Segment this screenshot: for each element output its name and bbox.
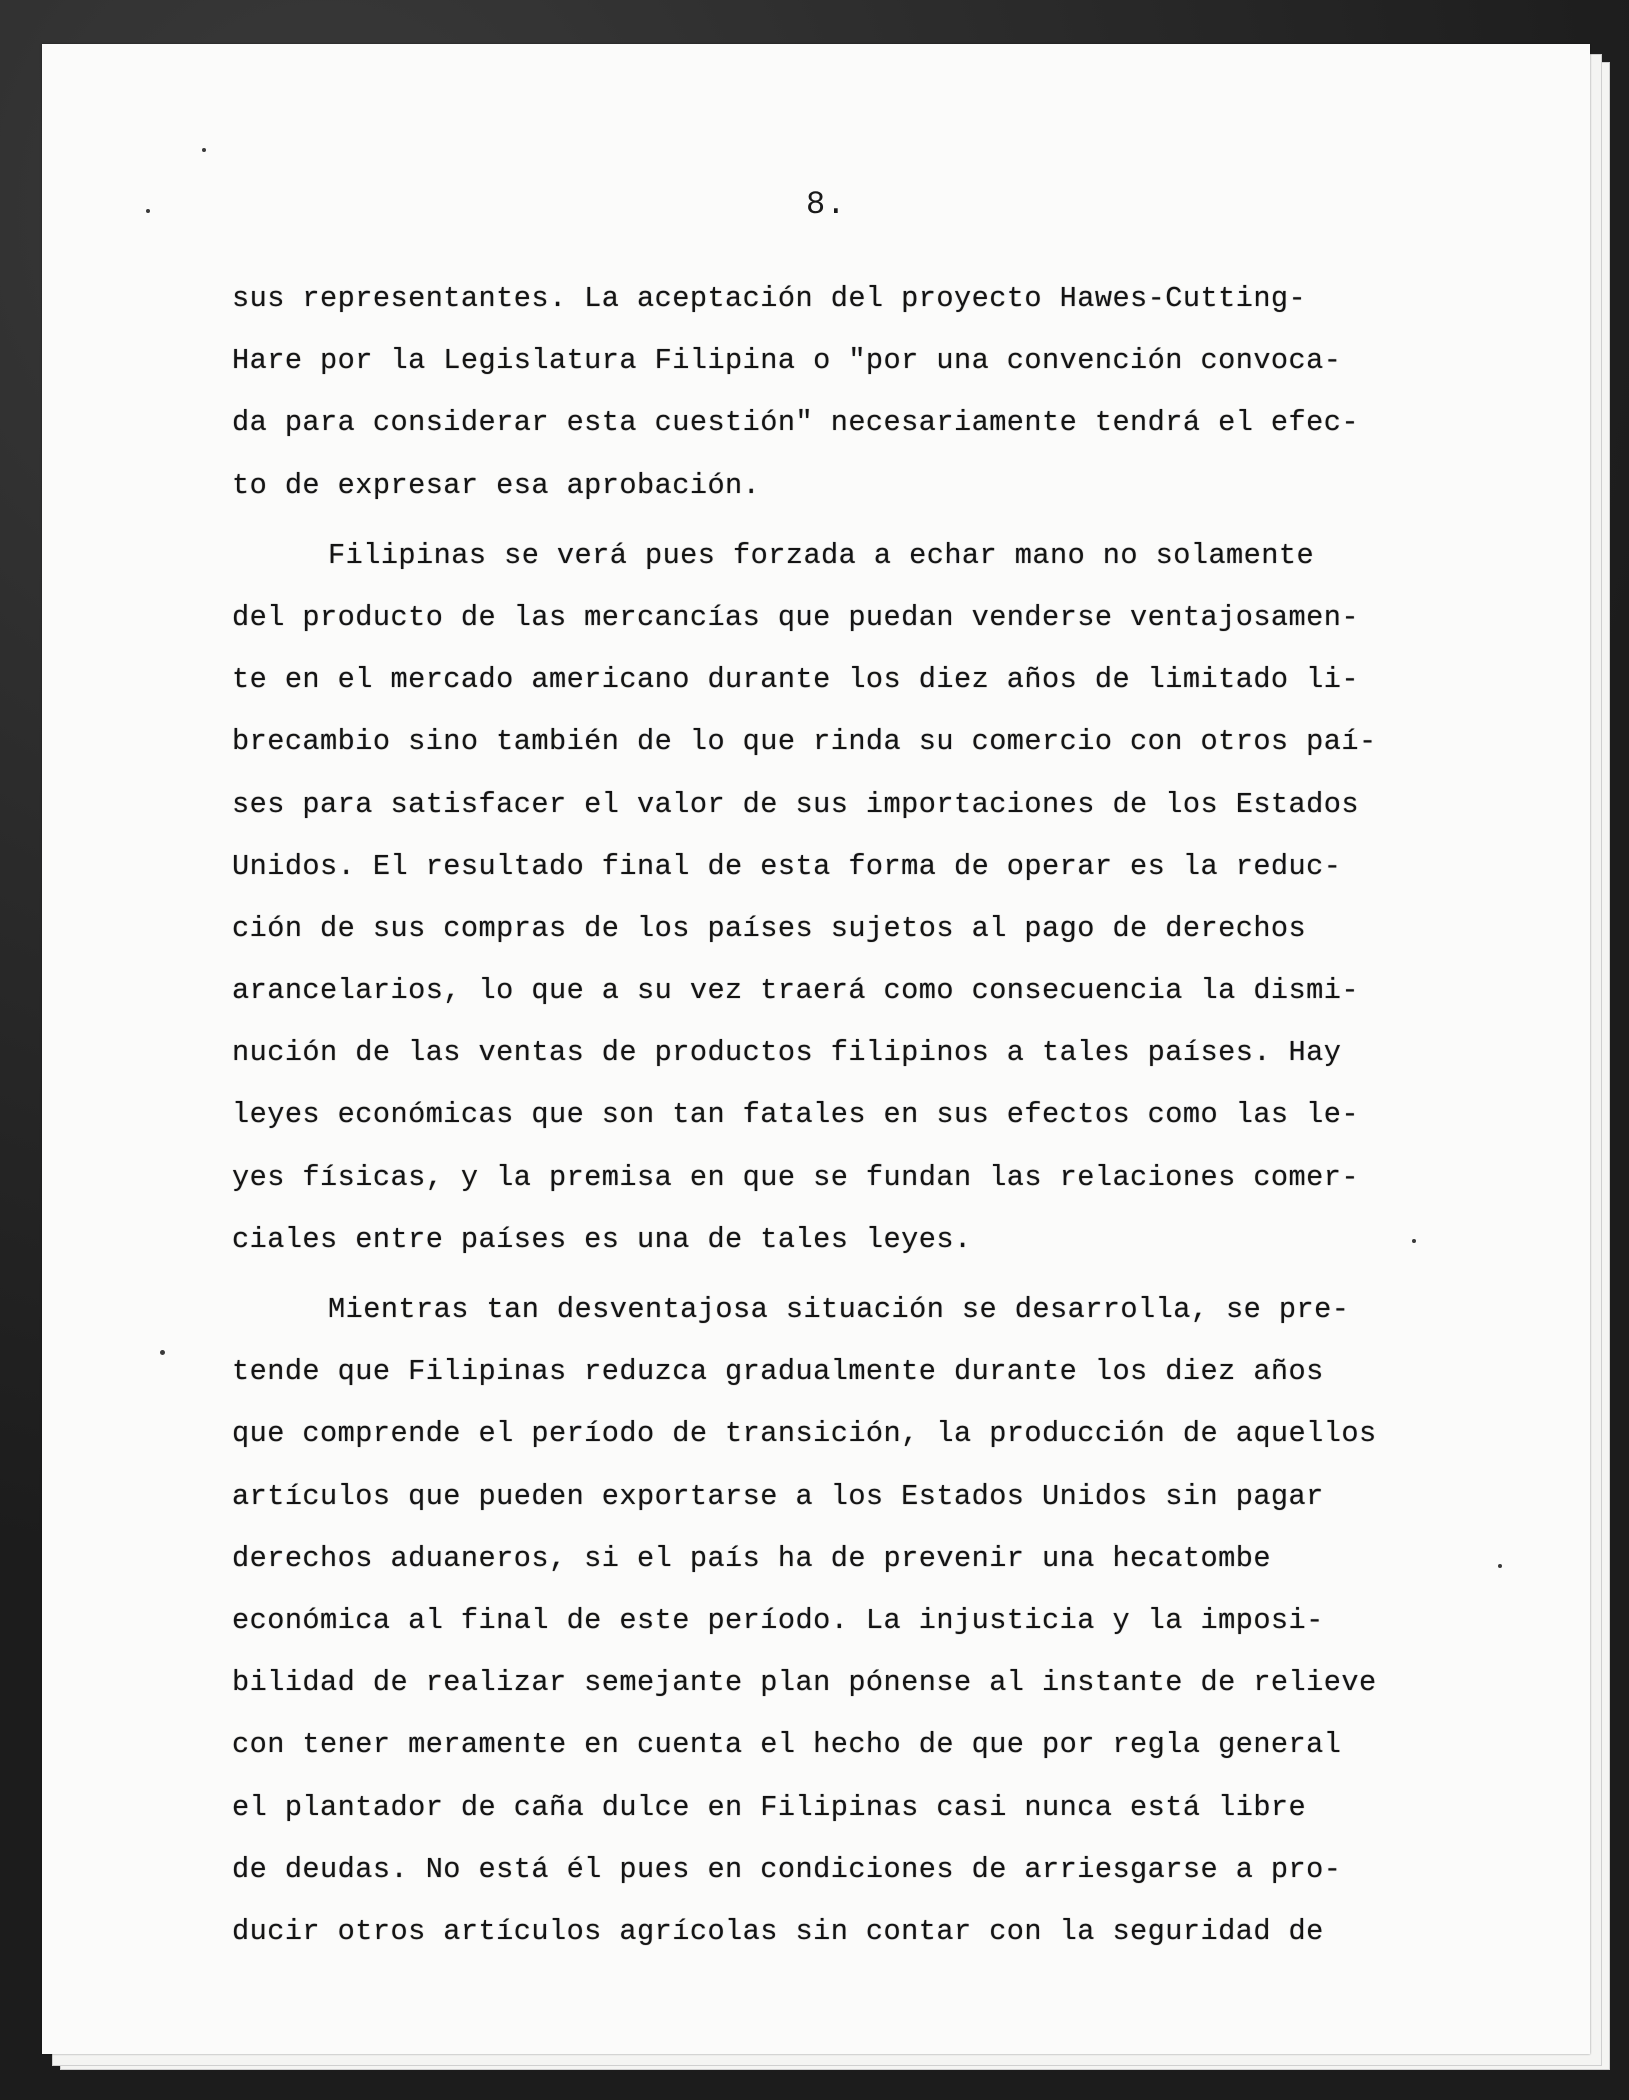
text-line: el plantador de caña dulce en Filipinas casi nunca está libre bbox=[232, 1790, 1307, 1824]
text-line: leyes económicas que son tan fatales en sus efectos como las le- bbox=[232, 1098, 1359, 1132]
text-line: bilidad de realizar semejante plan pónense al instante de relieve bbox=[232, 1666, 1377, 1700]
text-line: Mientras tan desventajosa situación se desarrolla, se pre- bbox=[328, 1293, 1350, 1326]
text-line: da para considerar esta cuestión" necesariamente tendrá el efec- bbox=[232, 406, 1359, 440]
text-line: que comprende el período de transición, la producción de aquellos bbox=[232, 1417, 1377, 1451]
dust-speck bbox=[146, 209, 150, 213]
text-line: nución de las ventas de productos filipinos a tales países. Hay bbox=[232, 1036, 1342, 1070]
text-line: Unidos. El resultado final de esta forma de operar es la reduc- bbox=[232, 849, 1342, 883]
text-line: arancelarios, lo que a su vez traerá como consecuencia la dismi- bbox=[232, 974, 1359, 1008]
dust-speck bbox=[1412, 1239, 1416, 1243]
paragraph bbox=[232, 525, 1412, 1271]
paragraph bbox=[232, 268, 1412, 517]
text-line: del producto de las mercancías que puedan venderse ventajosamen- bbox=[232, 600, 1359, 634]
text-line: ducir otros artículos agrícolas sin contar con la seguridad de bbox=[232, 1914, 1324, 1948]
text-line: Filipinas se verá pues forzada a echar mano no solamente bbox=[328, 538, 1315, 572]
dust-speck bbox=[1498, 1564, 1502, 1568]
text-line: to de expresar esa aprobación. bbox=[232, 468, 761, 502]
text-line: brecambio sino también de lo que rinda su comercio con otros paí- bbox=[232, 725, 1377, 759]
text-line: económica al final de este período. La injusticia y la imposi- bbox=[232, 1603, 1324, 1637]
text-line: ciales entre países es una de tales leyes. bbox=[232, 1222, 972, 1256]
text-line: yes físicas, y la premisa en que se fundan las relaciones comer- bbox=[232, 1160, 1359, 1194]
text-line: te en el mercado americano durante los diez años de limitado li- bbox=[232, 663, 1359, 697]
text-line: sus representantes. La aceptación del proyecto Hawes-Cutting- bbox=[232, 282, 1307, 315]
text-line: derechos aduaneros, si el país ha de prevenir una hecatombe bbox=[232, 1541, 1271, 1575]
text-line: ción de sus compras de los países sujetos al pago de derechos bbox=[232, 911, 1307, 945]
text-line: con tener meramente en cuenta el hecho de que por regla general bbox=[232, 1728, 1342, 1762]
dust-speck bbox=[160, 1350, 165, 1355]
dust-speck bbox=[202, 148, 206, 152]
text-line: tende que Filipinas reduzca gradualmente durante los diez años bbox=[232, 1355, 1324, 1389]
text-line: de deudas. No está él pues en condiciones de arriesgarse a pro- bbox=[232, 1852, 1342, 1886]
text-line: artículos que pueden exportarse a los Estados Unidos sin pagar bbox=[232, 1479, 1324, 1513]
page-number: 8. bbox=[806, 186, 847, 223]
body-text bbox=[232, 268, 1412, 1963]
text-line: Hare por la Legislatura Filipina o "por una convención convoca- bbox=[232, 344, 1342, 378]
text-line: ses para satisfacer el valor de sus importaciones de los Estados bbox=[232, 787, 1359, 821]
paragraph bbox=[232, 1279, 1412, 1963]
